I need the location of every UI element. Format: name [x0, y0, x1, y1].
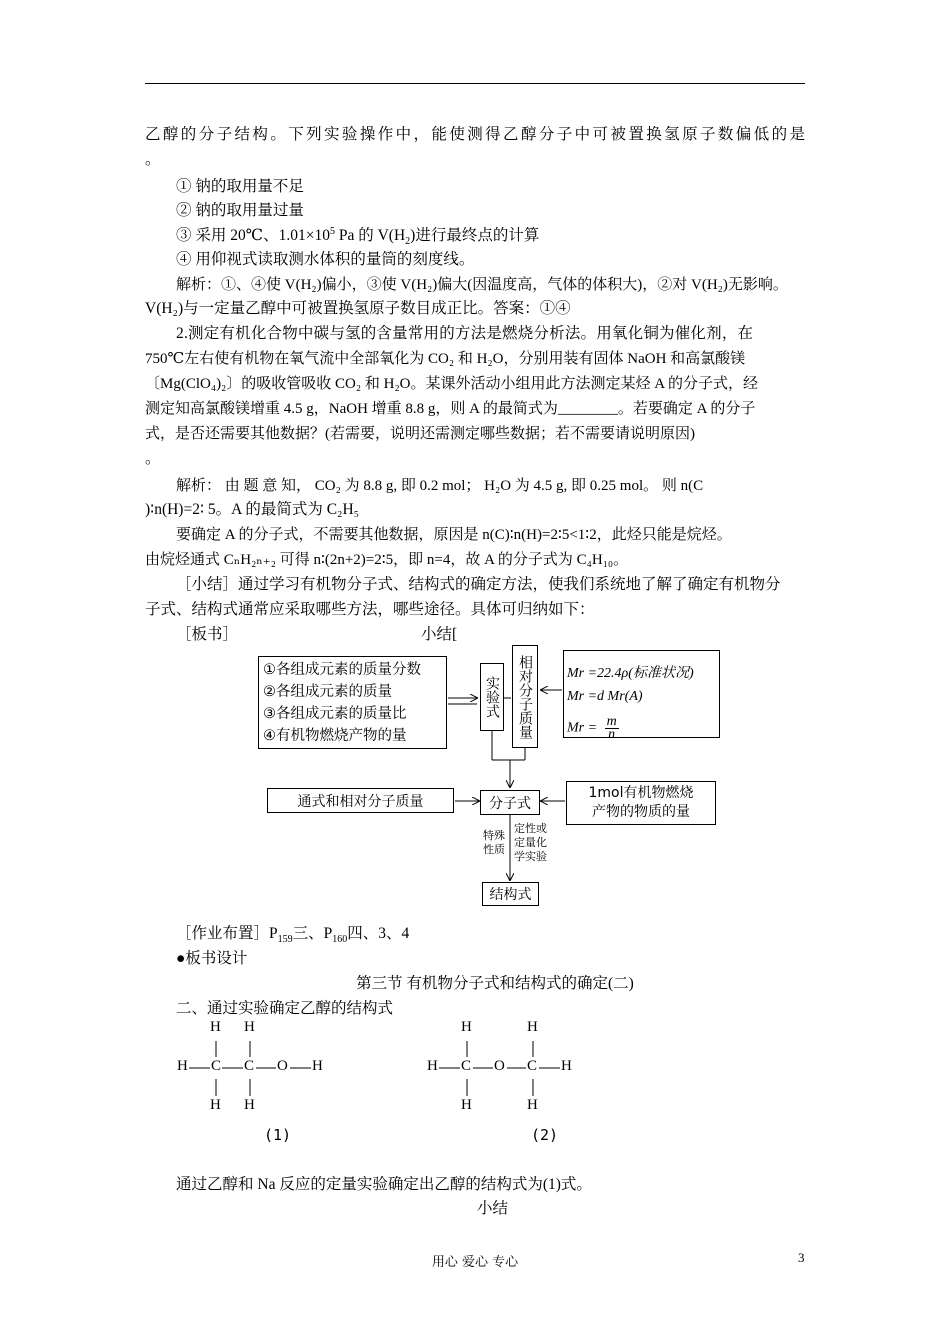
- structure-label-2: (2): [531, 1126, 559, 1144]
- p2-line5: 式，是否还需要其他数据？(若需要，说明还需测定哪些数据；若不需要请说明原因): [145, 426, 695, 442]
- final-summary-label: 小结: [477, 1200, 509, 1217]
- chemical-experiment-label: 定性或定量化学实验: [514, 822, 547, 863]
- homework: ［作业布置$]P_{159}$三、$P_{160}$四、3、4: [176, 925, 410, 946]
- formula-density: Mr =22.4ρ(标准状况): [567, 666, 694, 681]
- option-4: ④ 用仰视式读取测水体积的量筒的刻度线。: [176, 251, 475, 268]
- summary-line1: ［小结］通过学习有机物分子式、结构式的确定方法，使我们系统地了解了确定有机物分: [176, 576, 781, 593]
- structure-label-1: (1): [264, 1126, 292, 1144]
- p1-analysis-1: 解析：①、④使 V(H₂)偏小，③使 V(H₂)偏大(因温度高，气体的体积大)，②对 V(H₂)无影响。: [176, 277, 788, 293]
- p2-analysis-1: 解析： 由 题 意 知， CO₂ 为 8.8 g, 即 0.2 mol； H₂O 为 4.5 g, 即 0.25 mol。 则 n(C: [176, 478, 704, 494]
- empirical-formula-box: 实验式: [480, 663, 504, 731]
- structural-formula-box: 结构式: [482, 882, 539, 906]
- combustion-moles-box: 1mol有机物燃烧产物的物质的量: [566, 781, 716, 825]
- p2-line6: 。: [145, 450, 161, 467]
- p1-line2: 。: [145, 151, 161, 168]
- option-3: ③ 采用 20℃、$1.01\times 10^5$ Pa 的 $V(H_2)$进行最终点的计算: [176, 225, 540, 248]
- page-number: 3: [798, 1250, 805, 1265]
- board-title: 小结[: [421, 626, 458, 643]
- option-2: ② 钠的取用量过量: [176, 202, 304, 219]
- footer: 用心 爱心 专心: [431, 1255, 519, 1270]
- p2-line1: 2.测定有机化合物中碳与氢的含量常用的方法是燃烧分析法。用氧化铜为催化剂，在: [176, 325, 754, 342]
- summary-line2: 子式、结构式通常应采取哪些方法，哪些途径。具体可归纳如下：: [145, 601, 595, 618]
- general-formula-box: 通式和相对分子质量: [267, 788, 454, 813]
- p2-analysis-2: )∶n(H)=2∶ 5。A 的最简式为 C₂H₅: [145, 501, 360, 518]
- condition-2: ②各组成元素的质量: [263, 684, 392, 700]
- condition-4: ④有机物燃烧产物的量: [263, 728, 407, 744]
- option-1: ① 钠的取用量不足: [176, 178, 304, 195]
- p2-analysis-3: 要确定 A 的分子式，不需要其他数据，原因是 n(C)∶n(H)=2∶5<1∶2，此烃只能是烷烃。: [176, 527, 732, 543]
- board-label: ［板书］: [176, 626, 239, 643]
- p1-line1: 乙醇的分子结构。下列实验操作中，能使测得乙醇分子中可被置换氢原子数偏低的是: [145, 126, 805, 143]
- p2-line2: 750℃左右使有机物在氧气流中全部氧化为 CO₂ 和 H₂O，分别用装有固体 NaOH 和高氯酸镁: [145, 351, 746, 367]
- p1-analysis-2: V(H₂)与一定量乙醇中可被置换氢原子数目成正比。答案：①④: [145, 300, 571, 317]
- condition-1: ①各组成元素的质量分数: [263, 662, 421, 678]
- formula-relative-density: Mr =d Mr(A): [567, 689, 643, 704]
- formula-m-over-n: Mr = $\frac{m}{n}$: [567, 714, 617, 742]
- p2-line3: 〔Mg(ClO₄)₂〕的吸收管吸收 CO₂ 和 H₂O。某课外活动小组用此方法测定某烃 A 的分子式，经: [145, 376, 759, 392]
- board-design: ●板书设计: [176, 950, 248, 967]
- p2-analysis-4: 由烷烃通式 CₙH₂ₙ₊₂ 可得 n∶(2n+2)=2∶5，即 n=4，故 A 的分子式为 C₄H₁₀。: [145, 552, 629, 568]
- p2-line4: 测定知高氯酸镁增重 4.5 g，NaOH 增重 8.8 g，则 A 的最简式为________。若要确定 A 的分子: [145, 401, 756, 417]
- condition-3: ③各组成元素的质量比: [263, 706, 407, 722]
- molecular-formula-box: 分子式: [480, 790, 540, 815]
- sub-title: 二、通过实验确定乙醇的结构式: [176, 1000, 394, 1017]
- section-title: 第三节 有机物分子式和结构式的确定(二): [356, 975, 634, 992]
- special-property-label: 特殊性质: [483, 829, 505, 856]
- conclusion: 通过乙醇和 Na 反应的定量实验确定出乙醇的结构式为(1)式。: [176, 1176, 592, 1193]
- relative-mass-box: 相对分子质量: [512, 645, 538, 748]
